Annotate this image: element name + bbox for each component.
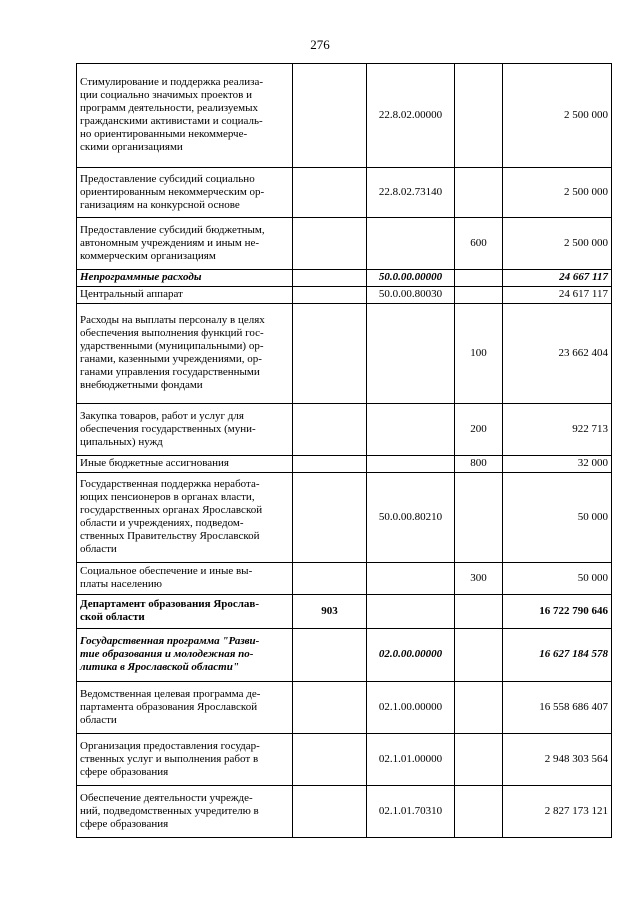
row-expense-type — [455, 595, 503, 629]
row-name: Центральный аппарат — [77, 287, 293, 304]
row-department — [293, 786, 367, 838]
row-amount: 24 617 117 — [503, 287, 612, 304]
row-amount: 922 713 — [503, 404, 612, 456]
table-row — [77, 404, 612, 456]
table-row — [77, 563, 612, 595]
row-name: Обеспечение деятельности учрежде- ний, подведомственных учредителю в сфере образования — [77, 786, 293, 838]
row-expense-type: 100 — [455, 304, 503, 404]
row-expense-type — [455, 629, 503, 682]
row-amount: 16 558 686 407 — [503, 682, 612, 734]
row-target-code: 50.0.00.00000 — [367, 270, 455, 287]
row-target-code — [367, 456, 455, 473]
row-name: Социальное обеспечение и иные вы- платы населению — [77, 563, 293, 595]
row-expense-type: 200 — [455, 404, 503, 456]
row-expense-type — [455, 786, 503, 838]
row-expense-type — [455, 64, 503, 168]
row-expense-type — [455, 270, 503, 287]
row-target-code: 22.8.02.00000 — [367, 64, 455, 168]
row-target-code — [367, 563, 455, 595]
table-row — [77, 287, 612, 304]
row-amount: 23 662 404 — [503, 304, 612, 404]
row-amount: 16 627 184 578 — [503, 629, 612, 682]
table-row — [77, 64, 612, 168]
table-row — [77, 456, 612, 473]
row-department: 903 — [293, 595, 367, 629]
row-target-code: 50.0.00.80030 — [367, 287, 455, 304]
row-expense-type: 300 — [455, 563, 503, 595]
row-target-code — [367, 595, 455, 629]
row-name: Закупка товаров, работ и услуг для обеспечения государственных (муни- ципальных) нужд — [77, 404, 293, 456]
table-row — [77, 629, 612, 682]
row-department — [293, 473, 367, 563]
row-name: Департамент образования Ярослав- ской области — [77, 595, 293, 629]
row-department — [293, 168, 367, 218]
row-department — [293, 64, 367, 168]
row-department — [293, 734, 367, 786]
row-amount: 2 500 000 — [503, 218, 612, 270]
row-name: Организация предоставления государ- ственных услуг и выполнения работ в сфере образования — [77, 734, 293, 786]
row-expense-type — [455, 168, 503, 218]
row-expense-type — [455, 287, 503, 304]
row-target-code: 02.1.01.00000 — [367, 734, 455, 786]
page-number: 276 — [310, 37, 330, 52]
table-row — [77, 304, 612, 404]
table-row — [77, 218, 612, 270]
table-row — [77, 168, 612, 218]
table-row — [77, 734, 612, 786]
row-expense-type — [455, 682, 503, 734]
row-name: Предоставление субсидий социально ориентированным некоммерческим ор- ганизациям на конкурсной основе — [77, 168, 293, 218]
row-target-code — [367, 218, 455, 270]
row-amount: 16 722 790 646 — [503, 595, 612, 629]
table-row — [77, 270, 612, 287]
row-amount: 2 500 000 — [503, 64, 612, 168]
row-department — [293, 287, 367, 304]
row-department — [293, 563, 367, 595]
row-department — [293, 270, 367, 287]
row-name: Непрограммные расходы — [77, 270, 293, 287]
row-amount: 2 948 303 564 — [503, 734, 612, 786]
table-row — [77, 786, 612, 838]
row-name: Ведомственная целевая программа де- партамента образования Ярославской области — [77, 682, 293, 734]
row-target-code: 02.1.01.70310 — [367, 786, 455, 838]
row-target-code: 02.1.00.00000 — [367, 682, 455, 734]
row-expense-type — [455, 734, 503, 786]
row-amount: 2 500 000 — [503, 168, 612, 218]
row-amount: 24 667 117 — [503, 270, 612, 287]
row-name: Иные бюджетные ассигнования — [77, 456, 293, 473]
row-target-code — [367, 304, 455, 404]
row-department — [293, 404, 367, 456]
table-row — [77, 682, 612, 734]
row-name: Расходы на выплаты персоналу в целях обеспечения выполнения функций гос- ударственными (муниципальными) ор- ганами, казенными учреждениями, ор- ганами управления государственными внебюджетными фондами — [77, 304, 293, 404]
row-department — [293, 629, 367, 682]
row-department — [293, 304, 367, 404]
row-expense-type — [455, 473, 503, 563]
row-name: Предоставление субсидий бюджетным, автономным учреждениям и иным не- коммерческим организациям — [77, 218, 293, 270]
table-row — [77, 595, 612, 629]
row-amount: 32 000 — [503, 456, 612, 473]
row-expense-type: 600 — [455, 218, 503, 270]
row-amount: 2 827 173 121 — [503, 786, 612, 838]
budget-table — [76, 63, 612, 838]
row-amount: 50 000 — [503, 473, 612, 563]
row-department — [293, 456, 367, 473]
row-name: Государственная программа "Разви- тие образования и молодежная по- литика в Ярославской области" — [77, 629, 293, 682]
row-expense-type: 800 — [455, 456, 503, 473]
row-target-code: 50.0.00.80210 — [367, 473, 455, 563]
table-row — [77, 473, 612, 563]
row-target-code: 02.0.00.00000 — [367, 629, 455, 682]
row-department — [293, 682, 367, 734]
row-target-code — [367, 404, 455, 456]
row-department — [293, 218, 367, 270]
row-name: Государственная поддержка неработа- ющих пенсионеров в органах власти, государственных органах Ярославской области и учреждениях, подведом- ственных Правительству Ярославской области — [77, 473, 293, 563]
row-name: Стимулирование и поддержка реализа- ции социально значимых проектов и программ деятельности, реализуемых гражданскими активистами и социаль- но ориентированными некоммерче- скими организациями — [77, 64, 293, 168]
row-amount: 50 000 — [503, 563, 612, 595]
row-target-code: 22.8.02.73140 — [367, 168, 455, 218]
